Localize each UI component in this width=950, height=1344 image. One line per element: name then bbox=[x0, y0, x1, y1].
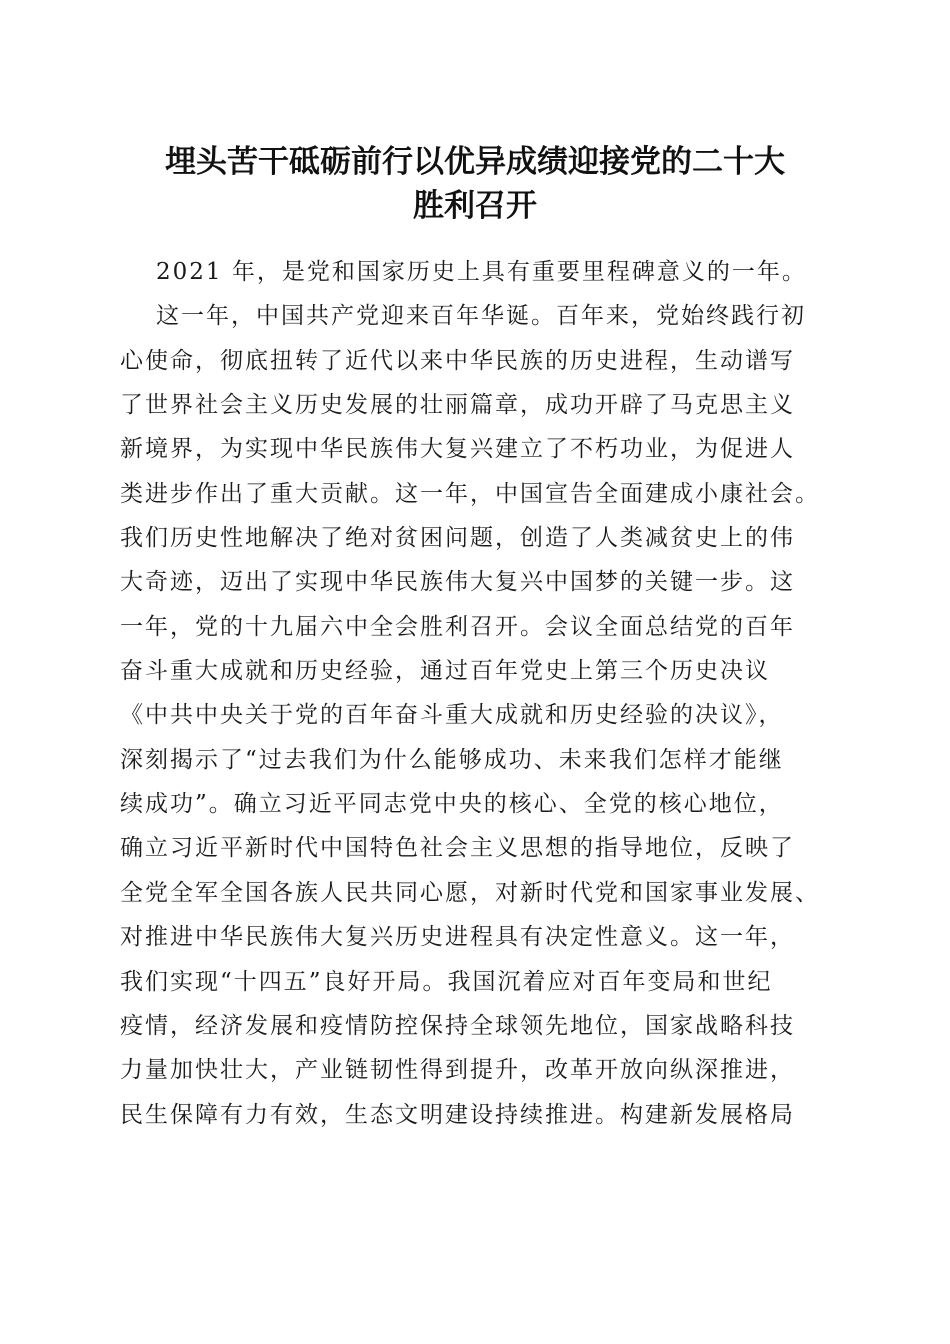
paragraph-1 bbox=[120, 250, 832, 294]
document-title bbox=[110, 140, 840, 228]
text-line: 《中共中央关于党的百年奋斗重大成就和历史经验的决议》， bbox=[120, 702, 784, 729]
text-line: 新境界，为实现中华民族伟大复兴建立了不朽功业，为促进人 bbox=[120, 436, 795, 463]
text-line: 了世界社会主义历史发展的壮丽篇章，成功开辟了马克思主义 bbox=[120, 392, 795, 419]
text-line: 民生保障有力有效，生态文明建设持续推进。构建新发展格局 bbox=[120, 1101, 795, 1128]
text-line: 一年，党的十九届六中全会胜利召开。会议全面总结党的百年 bbox=[120, 613, 795, 640]
title-line-1: 埋头苦干砥砺前行以优异成绩迎接党的二十大 bbox=[165, 144, 785, 180]
text-line: 全党全军全国各族人民共同心愿，对新时代党和国家事业发展、 bbox=[120, 879, 820, 906]
text-line: 我们历史性地解决了绝对贫困问题，创造了人类减贫史上的伟 bbox=[120, 525, 795, 552]
title-line-2: 胜利召开 bbox=[413, 188, 537, 224]
document-body bbox=[120, 250, 832, 1137]
text-line: 奋斗重大成就和历史经验，通过百年党史上第三个历史决议 bbox=[120, 658, 770, 685]
text-line: 这一年，中国共产党迎来百年华诞。百年来，党始终践行初 bbox=[156, 303, 806, 330]
paragraph-2 bbox=[120, 294, 832, 1137]
text-line: 力量加快壮大，产业链韧性得到提升，改革开放向纵深推进， bbox=[120, 1057, 795, 1084]
text-line: 2021 年，是党和国家历史上具有重要里程碑意义的一年。 bbox=[156, 259, 807, 285]
text-line: 类进步作出了重大贡献。这一年，中国宣告全面建成小康社会。 bbox=[120, 480, 820, 507]
text-line: 续成功”。确立习近平同志党中央的核心、全党的核心地位， bbox=[120, 791, 784, 818]
text-line: 疫情，经济发展和疫情防控保持全球领先地位，国家战略科技 bbox=[120, 1012, 795, 1039]
text-line: 深刻揭示了“过去我们为什么能够成功、未来我们怎样才能继 bbox=[120, 746, 784, 773]
text-line: 对推进中华民族伟大复兴历史进程具有决定性意义。这一年， bbox=[120, 924, 795, 951]
text-line: 我们实现“十四五”良好开局。我国沉着应对百年变局和世纪 bbox=[120, 968, 773, 995]
text-line: 确立习近平新时代中国特色社会主义思想的指导地位，反映了 bbox=[120, 835, 795, 862]
text-line: 心使命，彻底扭转了近代以来中华民族的历史进程，生动谱写 bbox=[120, 347, 795, 374]
text-line: 大奇迹，迈出了实现中华民族伟大复兴中国梦的关键一步。这 bbox=[120, 569, 795, 596]
